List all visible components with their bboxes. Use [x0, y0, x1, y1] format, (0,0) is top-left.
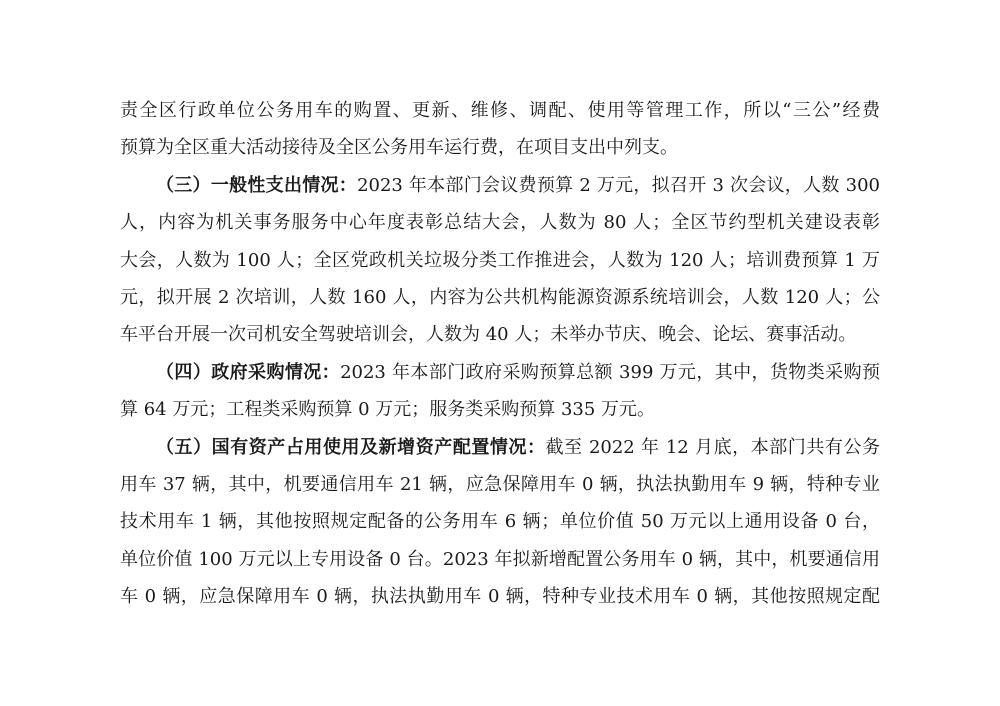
text-line-5 [120, 242, 880, 279]
section-4-paragraph [120, 354, 880, 391]
section-3-paragraph [120, 167, 880, 204]
line-text: 算 64 万元；工程类采购预算 0 万元；服务类采购预算 335 万元。 [120, 399, 656, 421]
line-text: 车 0 辆，应急保障用车 0 辆，执法执勤用车 0 辆，特种专业技术用车 0 辆，其他按照规定配 [120, 586, 880, 608]
body-text [120, 92, 880, 615]
text-line-1 [120, 92, 880, 129]
line-text: 大会，人数为 100 人；全区党政机关垃圾分类工作推进会，人数为 120 人；培训费预算 1 万 [120, 249, 880, 271]
section-heading: （五）国有资产占用使用及新增资产配置情况： [156, 436, 546, 458]
line-text: 元，拟开展 2 次培训，人数 160 人，内容为公共机构能源资源系统培训会，人数 120 人；公 [120, 286, 880, 308]
line-text: 单位价值 100 万元以上专用设备 0 台。2023 年拟新增配置公务用车 0 辆，其中，机要通信用 [120, 548, 880, 570]
section-5-paragraph [120, 429, 880, 466]
text-line-13 [120, 541, 880, 578]
text-line-9 [120, 391, 880, 428]
section-heading: （三）一般性支出情况： [156, 174, 358, 196]
line-text: 2023 年本部门政府采购预算总额 399 万元，其中，货物类采购预 [340, 361, 880, 383]
text-line-7 [120, 316, 880, 353]
line-text: 车平台开展一次司机安全驾驶培训会，人数为 40 人；未举办节庆、晚会、论坛、赛事活动。 [120, 324, 857, 346]
line-text: 责全区行政单位公务用车的购置、更新、维修、调配、使用等管理工作，所以“三公”经费 [120, 100, 880, 121]
line-text: 预算为全区重大活动接待及全区公务用车运行费，在项目支出中列支。 [120, 137, 678, 159]
text-line-14 [120, 578, 880, 615]
text-line-4 [120, 204, 880, 241]
line-text: 2023 年本部门会议费预算 2 万元，拟召开 3 次会议，人数 300 [357, 174, 880, 196]
line-text: 技术用车 1 辆，其他按照规定配备的公务用车 6 辆；单位价值 50 万元以上通用设备 0 台， [120, 511, 880, 533]
text-line-12 [120, 503, 880, 540]
text-line-2 [120, 129, 880, 166]
line-text: 人，内容为机关事务服务中心年度表彰总结大会，人数为 80 人；全区节约型机关建设表彰 [120, 212, 880, 234]
section-heading: （四）政府采购情况： [156, 361, 341, 383]
line-text: 截至 2022 年 12 月底，本部门共有公务 [545, 436, 880, 458]
line-text: 用车 37 辆，其中，机要通信用车 21 辆，应急保障用车 0 辆，执法执勤用车 9 辆，特种专业 [120, 473, 880, 495]
text-line-11 [120, 466, 880, 503]
text-line-6 [120, 279, 880, 316]
